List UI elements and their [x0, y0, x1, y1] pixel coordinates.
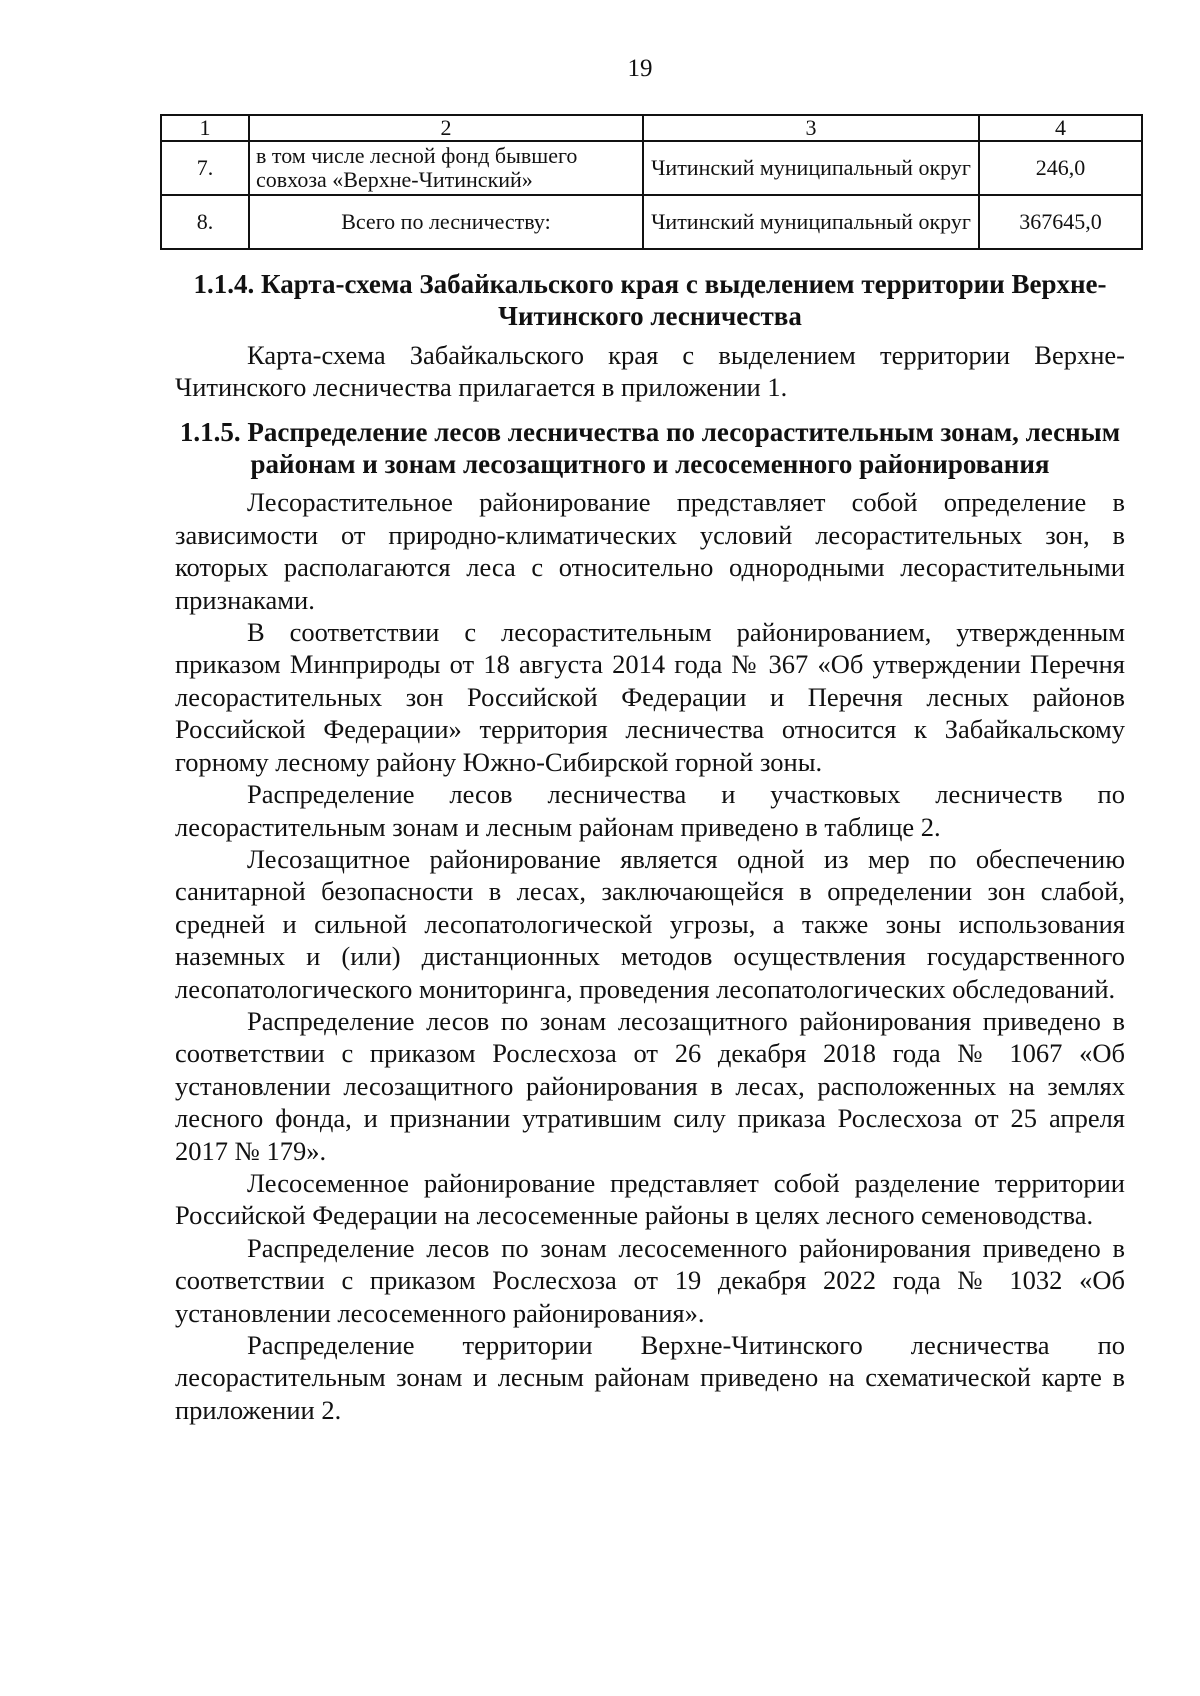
- row-number: 7.: [161, 141, 249, 195]
- table-header-row: [161, 115, 1142, 141]
- paragraph: Лесозащитное районирование является одной из мер по обеспечению санитарной безопасности в лесах, заключающейся в определении зон слабой, средней и сильной лесопатологической угрозы, а также зоны использования наземных и (или) дистанционных методов осуществления государственного лесопатологического мониторинга, проведения лесопатологических обследований.: [175, 843, 1125, 1004]
- paragraph: Распределение лесов по зонам лесосеменного районирования приведено в соответствии с приказом Рослесхоза от 19 декабря 2022 года № 1032 «Об установлении лесосеменного районирования».: [175, 1232, 1125, 1328]
- table-row: [161, 195, 1142, 249]
- paragraph: Распределение лесов лесничества и участковых лесничеств по лесорастительным зонам и лесным районам приведено в таблице 2.: [175, 779, 1125, 842]
- document-body: [175, 268, 1125, 1426]
- forestry-table: [160, 114, 1143, 250]
- paragraph: Распределение лесов по зонам лесозащитного районирования приведено в соответствии с приказом Рослесхоза от 26 декабря 2018 года № 1067 «Об установлении лесозащитного районирования в лесах, расположенных на землях лесного фонда, и признании утратившим силу приказа Рослесхоза от 25 апреля 2017 № 179».: [175, 1005, 1125, 1166]
- row-name: Всего по лесничеству:: [249, 195, 643, 249]
- paragraph: Распределение территории Верхне-Читинского лесничества по лесорастительным зонам и лесным районам приведено на схематической карте в приложении 2.: [175, 1330, 1125, 1425]
- row-value: 367645,0: [979, 195, 1142, 249]
- header-cell: 1: [161, 115, 249, 141]
- header-cell: 4: [979, 115, 1142, 141]
- row-name: в том числе лесной фонд бывшего совхоза «Верхне-Читинский»: [249, 141, 643, 195]
- row-district: Читинский муниципальный округ: [643, 141, 979, 195]
- row-value: 246,0: [979, 141, 1142, 195]
- header-cell: 3: [643, 115, 979, 141]
- page-number: 19: [627, 55, 653, 82]
- row-number: 8.: [161, 195, 249, 249]
- paragraph: Лесорастительное районирование представляет собой определение в зависимости от природно-климатических условий лесорастительных зон, в которых располагаются леса с относительно однородными лесорастительными признаками.: [175, 487, 1125, 615]
- section-heading-1-1-5: 1.1.5. Распределение лесов лесничества по лесорастительным зонам, лесным районам и зонам лесозащитного и лесосеменного районирования: [179, 416, 1121, 480]
- paragraph: В соответствии с лесорастительным районированием, утвержденным приказом Минприроды от 18 августа 2014 года № 367 «Об утверждении Перечня лесорастительных зон Российской Федерации и Перечня лесных районов Российской Федерации» территория лесничества относится к Забайкальскому горному лесному району Южно-Сибирской горной зоны.: [175, 617, 1125, 777]
- header-cell: 2: [249, 115, 643, 141]
- paragraph: Лесосеменное районирование представляет собой разделение территории Российской Федерации на лесосеменные районы в целях лесного семеноводства.: [175, 1167, 1125, 1231]
- paragraph: Карта-схема Забайкальского края с выделением территории Верхне-Читинского лесничества прилагается в приложении 1.: [175, 339, 1125, 403]
- row-district: Читинский муниципальный округ: [643, 195, 979, 249]
- table-row: [161, 141, 1142, 195]
- section-heading-1-1-4: 1.1.4. Карта-схема Забайкальского края с выделением территории Верхне-Читинского лесничества: [193, 269, 1107, 332]
